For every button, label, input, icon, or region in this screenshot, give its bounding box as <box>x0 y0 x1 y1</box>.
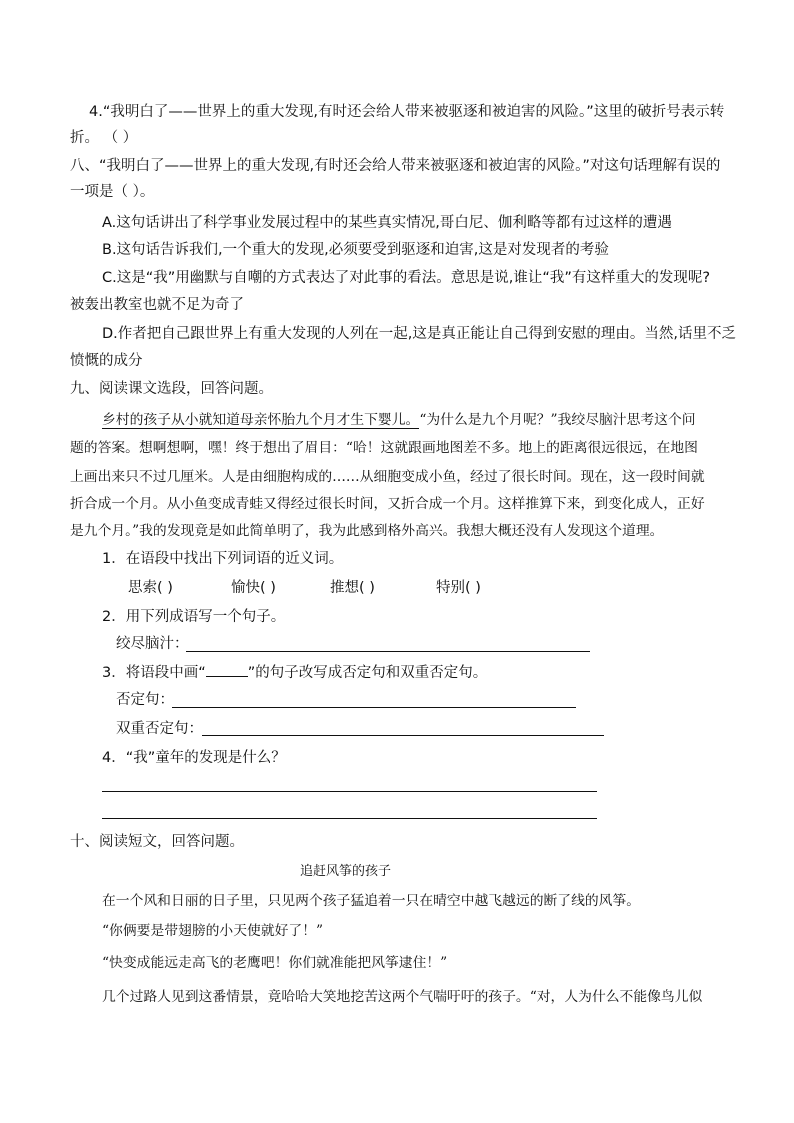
sec8-stem-line2: 一项是（ ）。 <box>70 184 155 200</box>
q3-text-pre: 3．将语段中画“ <box>102 665 206 681</box>
story-paragraph-1: 在一个风和日丽的日子里，只见两个孩子猛追着一只在晴空中越飞越远的断了线的风筝。 <box>102 893 641 909</box>
story-paragraph-3: “快变成能远走高飞的老鹰吧！你们就准能把风筝逮住！” <box>102 955 448 971</box>
q4-line1: 4.“我明白了——世界上的重大发现,有时还会给人带来被驱逐和被迫害的风险。”这里的破折号表示转 <box>89 104 725 120</box>
sec8-stem-line1: 八、“我明白了——世界上的重大发现,有时还会给人带来被驱逐和被迫害的风险。”对这句话理解有误的 <box>70 158 721 174</box>
sec8-option-c-line2: 被轰出教室也就不足为奇了 <box>70 297 244 313</box>
q4-answer-line-2[interactable] <box>102 818 597 819</box>
sec8-option-b: B.这句话告诉我们,一个重大的发现,必须要受到驱逐和迫害,这是对发现者的考验 <box>102 242 609 258</box>
sec8-option-d-line1: D.作者把自己跟世界上有重大发现的人列在一起,这是真正能让自己得到安慰的理由。当然,话里不乏 <box>102 326 736 342</box>
q2-answer-line[interactable] <box>186 651 590 652</box>
q4-line2: 折。 （ ） <box>70 130 138 146</box>
sec9-q4: 4．“我”童年的发现是什么？ <box>102 750 286 766</box>
passage-line2: 题的答案。想啊想啊，嘿！终于想出了眉目：“哈！这就跟画地图差不多。地上的距离很远很远，在地图 <box>70 440 698 456</box>
passage-underlined-sentence: 乡村的孩子从小就知道母亲怀胎九个月才生下婴儿。 <box>102 412 420 428</box>
passage-line3: 上画出来只不过几厘米。人是由细胞构成的……从细胞变成小鱼，经过了很长时间。现在，这一段时间就 <box>70 469 705 485</box>
sec10-title: 十、阅读短文，回答问题。 <box>70 834 244 850</box>
q3-double-negative-label: 双重否定句： <box>116 721 203 737</box>
q2-idiom-label: 绞尽脑汁： <box>116 636 189 652</box>
synonym-word-1: 思索( ) <box>128 580 173 596</box>
synonym-word-4: 特别( ) <box>436 580 481 596</box>
q3-negative-answer-line[interactable] <box>172 707 576 708</box>
sec9-q3 <box>102 662 487 683</box>
synonym-word-3: 推想( ) <box>330 580 375 596</box>
q3-underline-mark <box>206 662 248 677</box>
synonym-word-2: 愉快( ) <box>231 580 276 596</box>
sec9-q2: 2．用下列成语写一个句子。 <box>102 609 286 625</box>
sec8-option-d-line2: 愤慨的成分 <box>70 353 143 369</box>
passage-line5: 是九个月。”我的发现竟是如此简单明了，我为此感到格外高兴。我想大概还没有人发现这个道理。 <box>70 523 664 539</box>
q3-text-post: ”的句子改写成否定句和双重否定句。 <box>247 665 488 681</box>
passage-line4: 折合成一个月。从小鱼变成青蛙又得经过很长时间，又折合成一个月。这样推算下来，到变化成人，正好 <box>70 496 705 512</box>
story-title: 追赶风筝的孩子 <box>300 864 392 879</box>
q3-double-negative-answer-line[interactable] <box>202 735 604 736</box>
passage-line1-rest: “为什么是九个月呢？”我绞尽脑汁思考这个问 <box>419 412 696 428</box>
passage-line1 <box>102 410 696 430</box>
sec9-q1: 1．在语段中找出下列词语的近义词。 <box>102 551 344 567</box>
sec8-option-c-line1: C.这是“我”用幽默与自嘲的方式表达了对此事的看法。意思是说,谁让“我”有这样重大的发现呢? <box>102 270 711 286</box>
story-paragraph-2: “你俩要是带翅膀的小天使就好了！” <box>102 923 324 939</box>
sec9-title: 九、阅读课文选段，回答问题。 <box>70 381 273 397</box>
q3-negative-label: 否定句： <box>116 692 174 708</box>
sec8-option-a: A.这句话讲出了科学事业发展过程中的某些真实情况,哥白尼、伽利略等都有过这样的遭遇 <box>102 215 672 231</box>
q4-answer-line-1[interactable] <box>102 791 597 792</box>
story-paragraph-4: 几个过路人见到这番情景，竟哈哈大笑地挖苦这两个气喘吁吁的孩子。“对，人为什么不能像鸟儿似 <box>102 989 703 1005</box>
